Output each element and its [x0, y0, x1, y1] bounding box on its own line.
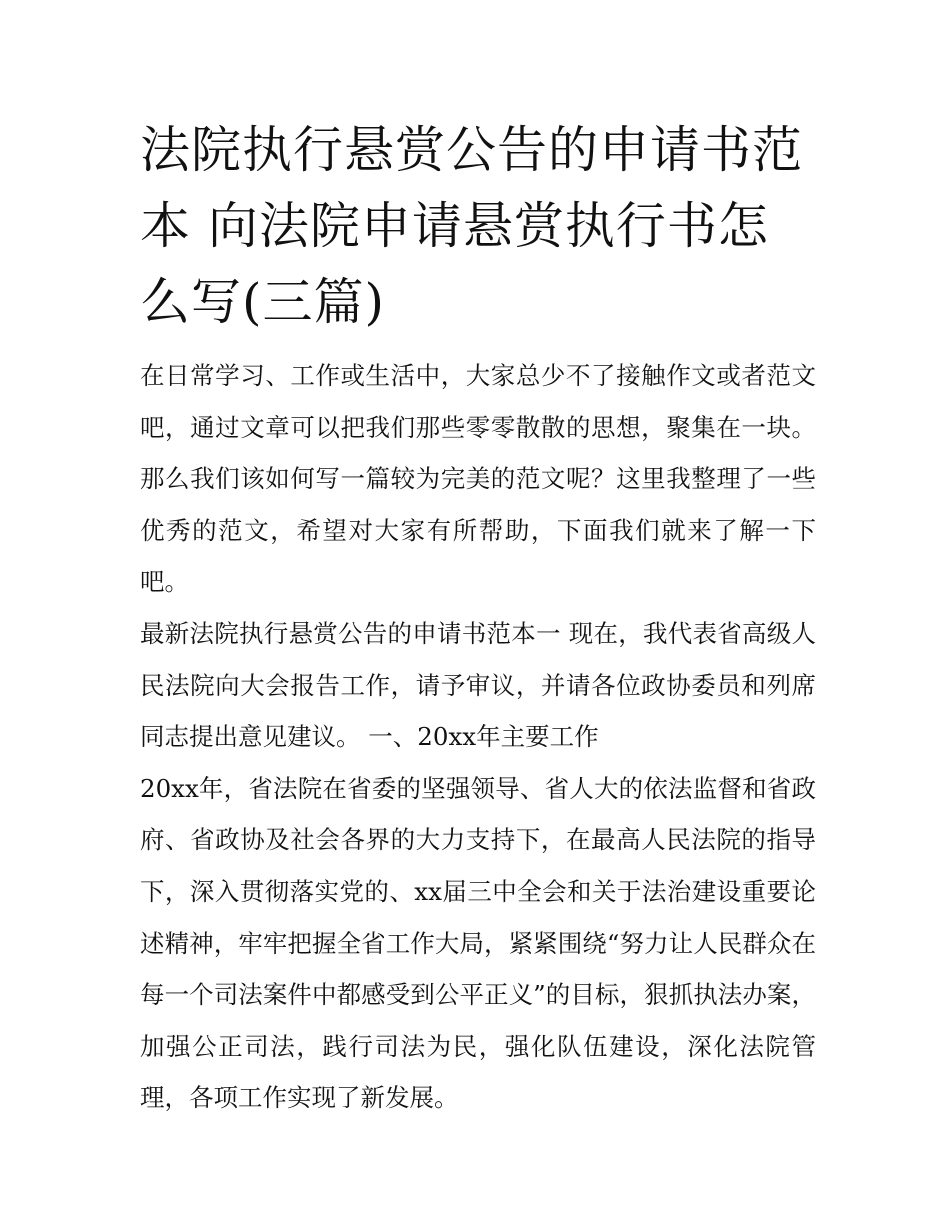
document-title: 法院执行悬赏公告的申请书范本 向法院申请悬赏执行书怎么写(三篇) [140, 121, 803, 331]
paragraph-main-work: 20xx年，省法院在省委的坚强领导、省人大的依法监督和省政府、省政协及社会各界的大力支持下，在最高人民法院的指导下，深入贯彻落实党的、xx届三中全会和关于法治建设重要论述精神，牢牢把握全省工作大局，紧紧围绕“努力让人民群众在每一个司法案件中都感受到公平正义”的目标，狠抓执法办案，加强公正司法，践行司法为民，强化队伍建设，深化法院管理，各项工作实现了新发展。 [140, 773, 816, 1113]
paragraph-sample-one: 最新法院执行悬赏公告的申请书范本一 现在，我代表省高级人民法院向大会报告工作，请予审议，并请各位政协委员和列席同志提出意见建议。 一、20xx年主要工作 [140, 618, 816, 752]
document-page [140, 112, 816, 1124]
paragraph-intro: 在日常学习、工作或生活中，大家总少不了接触作文或者范文吧，通过文章可以把我们那些零零散散的思想，聚集在一块。那么我们该如何写一篇较为完美的范文呢？这里我整理了一些优秀的范文，希望对大家有所帮助，下面我们就来了解一下吧。 [140, 361, 816, 597]
document-body [140, 350, 816, 1124]
